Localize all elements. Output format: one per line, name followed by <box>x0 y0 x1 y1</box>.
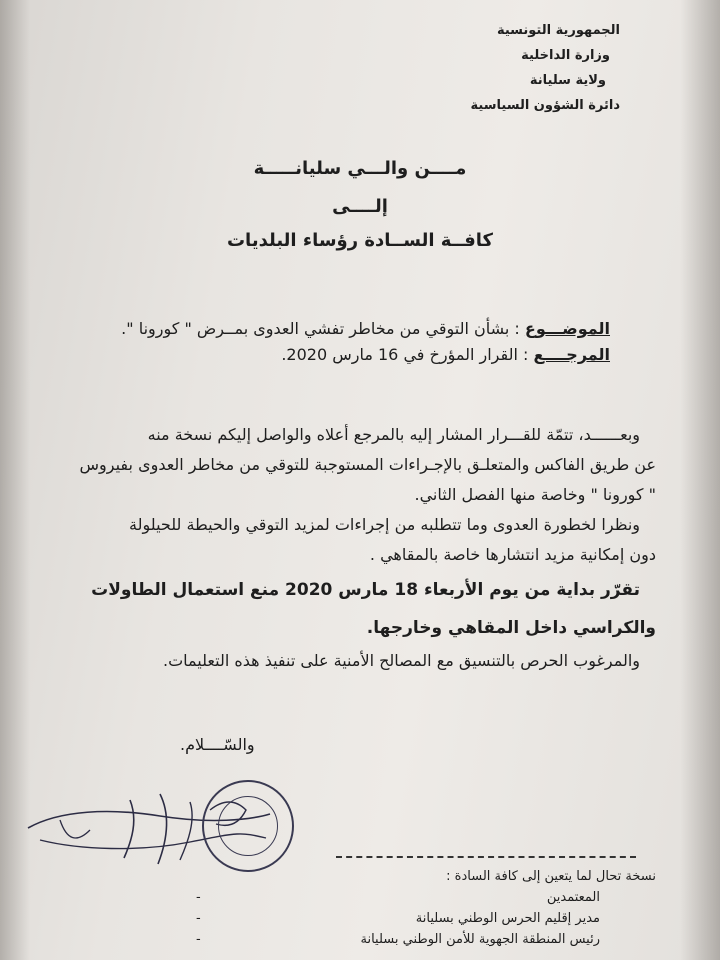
copy-recipient-2-text: مدير إقليم الحرس الوطني بسليانة <box>415 911 600 926</box>
letter-body <box>56 420 656 676</box>
letterhead-ministry: وزارة الداخلية <box>521 48 610 63</box>
official-stamp <box>202 780 294 872</box>
subject-label: الموضـــوع <box>524 319 610 338</box>
sender-line: مــــن والـــي سليانـــــة <box>253 158 467 179</box>
body-paragraph-3-line-1: تقرّر بداية من يوم الأربعاء 18 مارس 2020 منع استعمال الطاولات <box>91 580 640 600</box>
closing-salutation: والسّــــلام. <box>180 735 255 754</box>
subject-reference-block <box>90 316 610 368</box>
copies-block <box>196 866 656 950</box>
reference-line <box>90 342 610 368</box>
subject-text: : بشأن التوقي من مخاطر تفشي العدوى بمــرض " كورونا ". <box>121 319 520 338</box>
addressee-line: كافــة الســادة رؤساء البلديات <box>226 230 494 251</box>
list-dash: - <box>196 932 201 947</box>
body-paragraph-2-line-2: دون إمكانية مزيد انتشارها خاصة بالمقاهي . <box>369 545 656 564</box>
to-line: إلــــى <box>332 196 388 217</box>
letterhead-department: دائرة الشؤون السياسية <box>470 98 620 113</box>
copy-recipient-1 <box>196 887 616 908</box>
body-paragraph-4: والمرغوب الحرص بالتنسيق مع المصالح الأمنية على تنفيذ هذه التعليمات. <box>163 651 640 670</box>
copy-recipient-2 <box>196 908 616 929</box>
body-paragraph-2-line-1: ونظرا لخطورة العدوى وما تتطلبه من إجراءات لمزيد التوقي والحيطة للحيلولة <box>129 515 640 534</box>
stamp-emblem <box>218 796 278 856</box>
copy-recipient-3 <box>196 929 616 950</box>
subject-line <box>90 316 610 342</box>
body-paragraph-1-line-2: عن طريق الفاكس والمتعلـق بالإجـراءات المستوجبة للتوقي من مخاطر العدوى بفيروس <box>79 455 656 474</box>
copies-intro: نسخة تحال لما يتعين إلى كافة السادة : <box>446 869 656 884</box>
copies-list <box>196 887 616 950</box>
reference-text: : القرار المؤرخ في 16 مارس 2020. <box>281 345 529 364</box>
copy-recipient-1-text: المعتمدين <box>546 890 600 905</box>
body-paragraph-3-line-2: والكراسي داخل المقاهي وخارجها. <box>366 618 656 638</box>
letterhead-governorate: ولاية سليانة <box>529 73 606 88</box>
letterhead <box>360 18 620 118</box>
divider-line <box>336 856 636 858</box>
body-paragraph-1-line-3: " كورونا " وخاصة منها الفصل الثاني. <box>414 485 656 504</box>
list-dash: - <box>196 890 201 905</box>
letterhead-country: الجمهورية التونسية <box>496 23 620 38</box>
reference-label: المرجــــع <box>533 345 610 364</box>
paper-shadow-right <box>680 0 720 960</box>
copy-recipient-3-text: رئيس المنطقة الجهوية للأمن الوطني بسليانة <box>360 932 600 947</box>
list-dash: - <box>196 911 201 926</box>
body-paragraph-1-line-1: وبعــــــد، تتمّة للقـــرار المشار إليه بالمرجع أعلاه والواصل إليكم نسخة منه <box>147 425 640 444</box>
